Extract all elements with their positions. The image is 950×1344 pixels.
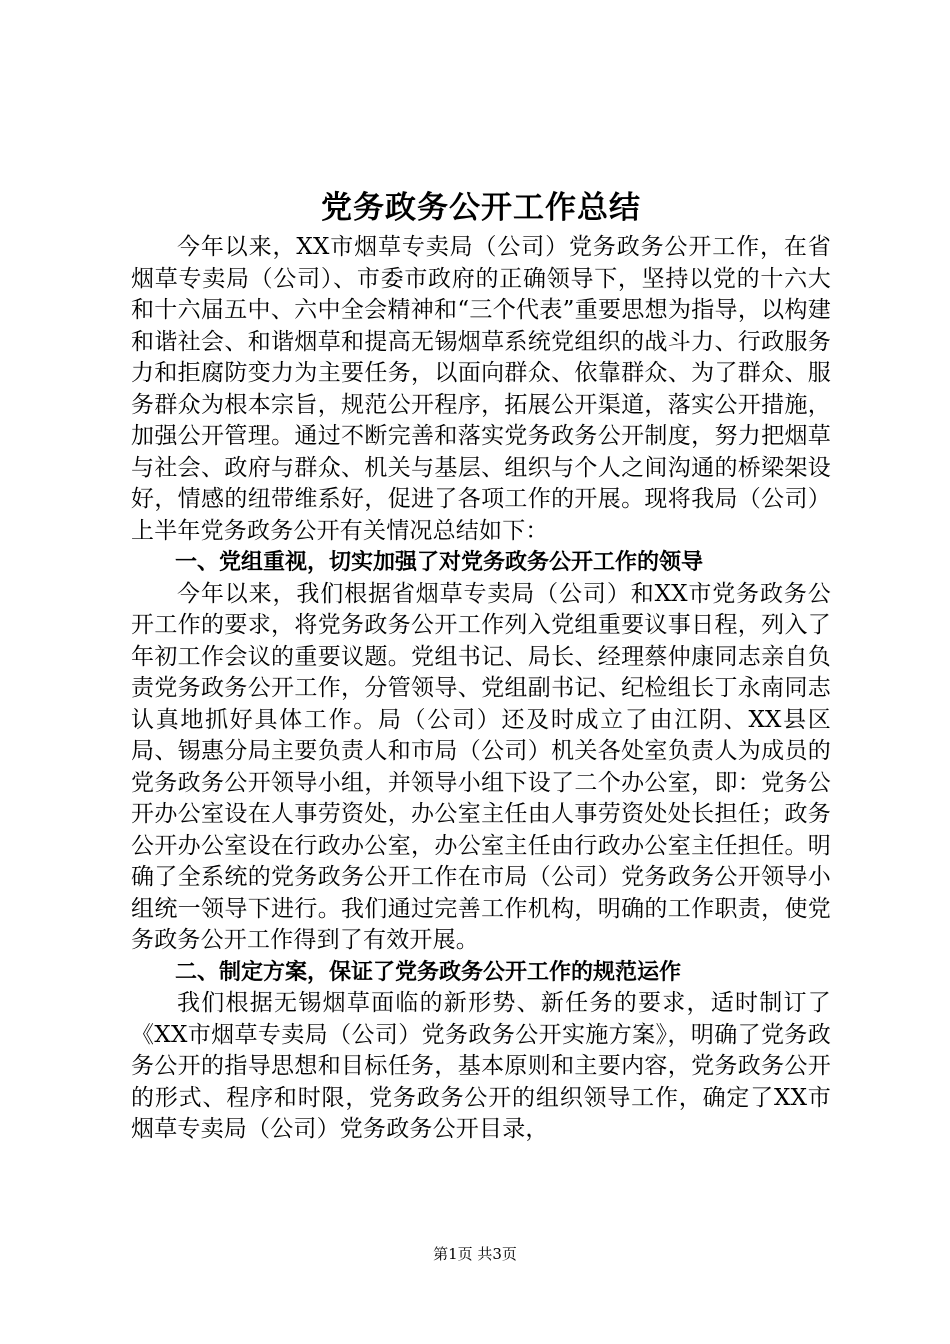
section-heading-2: 二、制定方案，保证了党务政务公开工作的规范运作 bbox=[175, 959, 682, 985]
page-footer: 第1页 共3页 bbox=[433, 1245, 517, 1263]
document-page bbox=[131, 186, 831, 1146]
section-1-paragraph: 今年以来，我们根据省烟草专卖局（公司）和XX市党务政务公开工作的要求，将党务政务公开工作列入党组重要议事日程，列入了年初工作会议的重要议题。党组书记、局长、经理蔡仲康同志亲自负责党务政务公开工作，分管领导、党组副书记、纪检组长丁永南同志认真地抓好具体工作。局（公司）还及时成立了由江阴、XX县区局、锡惠分局主要负责人和市局（公司）机关各处室负责人为成员的党务政务公开领导小组，并领导小组下设了二个办公室，即：党务公开办公室设在人事劳资处，办公室主任由人事劳资处处长担任；政务公开办公室设在行政办公室，办公室主任由行政办公室主任担任。明确了全系统的党务政务公开工作在市局（公司）党务政务公开领导小组统一领导下进行。我们通过完善工作机构，明确的工作职责，使党务政务公开工作得到了有效开展。 bbox=[131, 580, 831, 953]
intro-paragraph: 今年以来，XX市烟草专卖局（公司）党务政务公开工作，在省烟草专卖局（公司）、市委市政府的正确领导下，坚持以党的十六大和十六届五中、六中全会精神和“三个代表”重要思想为指导，以构建和谐社会、和谐烟草和提高无锡烟草系统党组织的战斗力、行政服务力和拒腐防变力为主要任务，以面向群众、依靠群众、为了群众、服务群众为根本宗旨，规范公开程序，拓展公开渠道，落实公开措施，加强公开管理。通过不断完善和落实党务政务公开制度，努力把烟草与社会、政府与群众、机关与基层、组织与个人之间沟通的桥梁架设好，情感的纽带维系好，促进了各项工作的开展。现将我局（公司）上半年党务政务公开有关情况总结如下： bbox=[131, 234, 831, 544]
section-2-paragraph: 我们根据无锡烟草面临的新形势、新任务的要求，适时制订了《XX市烟草专卖局（公司）党务政务公开实施方案》，明确了党务政务公开的指导思想和目标任务，基本原则和主要内容，党务政务公开的形式、程序和时限，党务政务公开的组织领导工作，确定了XX市烟草专卖局（公司）党务政务公开目录， bbox=[131, 990, 831, 1142]
document-title: 党务政务公开工作总结 bbox=[321, 190, 641, 226]
section-heading-1: 一、党组重视，切实加强了对党务政务公开工作的领导 bbox=[175, 550, 704, 575]
